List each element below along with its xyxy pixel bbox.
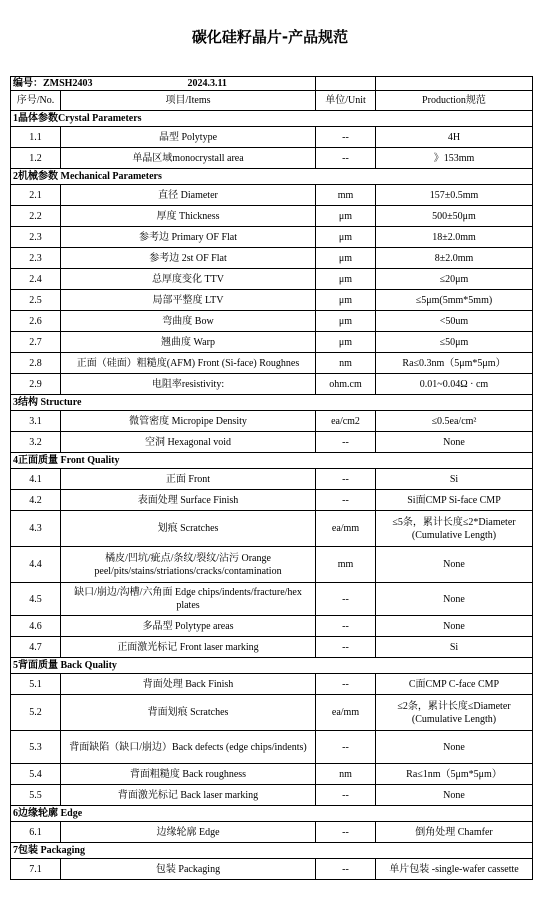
meta-cell (11, 77, 316, 91)
table-row (11, 695, 533, 731)
cell-no: 4.3 (11, 511, 61, 547)
cell-unit: -- (316, 490, 376, 511)
cell-unit: mm (316, 185, 376, 206)
cell-spec: 》153mm (376, 148, 533, 169)
table-row (11, 822, 533, 843)
table-row (11, 248, 533, 269)
table-row (11, 859, 533, 880)
cell-item: 直径 Diameter (61, 185, 316, 206)
cell-spec: ≤5条，累计长度≤2*Diameter (Cumulative Length) (376, 511, 533, 547)
cell-no: 3.1 (11, 411, 61, 432)
table-row (11, 469, 533, 490)
cell-item: 弯曲度 Bow (61, 311, 316, 332)
cell-no: 4.4 (11, 547, 61, 583)
cell-spec: None (376, 616, 533, 637)
cell-item: 正面激光标记 Front laser marking (61, 637, 316, 658)
cell-unit: ea/cm2 (316, 411, 376, 432)
table-row (11, 432, 533, 453)
cell-item: 翘曲度 Warp (61, 332, 316, 353)
cell-spec: Si面CMP Si-face CMP (376, 490, 533, 511)
cell-unit: mm (316, 547, 376, 583)
cell-no: 2.6 (11, 311, 61, 332)
section-title: 3结构 Structure (11, 395, 533, 411)
cell-unit: -- (316, 674, 376, 695)
spec-table (10, 76, 533, 880)
cell-unit: -- (316, 127, 376, 148)
cell-item: 表面处理 Surface Finish (61, 490, 316, 511)
cell-spec: None (376, 432, 533, 453)
cell-spec: 18±2.0mm (376, 227, 533, 248)
table-row (11, 185, 533, 206)
cell-spec: ≤2条，累计长度≤Diameter (Cumulative Length) (376, 695, 533, 731)
cell-unit: -- (316, 637, 376, 658)
cell-unit: μm (316, 311, 376, 332)
cell-item: 电阻率resistivity: (61, 374, 316, 395)
cell-item: 参考边 Primary OF Flat (61, 227, 316, 248)
cell-no: 7.1 (11, 859, 61, 880)
cell-no: 5.2 (11, 695, 61, 731)
cell-item: 背面缺陷（缺口/崩边）Back defects (edge chips/indents) (61, 731, 316, 764)
cell-item: 厚度 Thickness (61, 206, 316, 227)
section-title: 4正面质量 Front Quality (11, 453, 533, 469)
cell-spec: Si (376, 637, 533, 658)
cell-spec: 500±50μm (376, 206, 533, 227)
cell-spec: ≤5μm(5mm*5mm) (376, 290, 533, 311)
cell-spec: None (376, 547, 533, 583)
meta-empty-cell (376, 77, 533, 91)
cell-unit: ohm.cm (316, 374, 376, 395)
cell-no: 4.5 (11, 583, 61, 616)
table-row (11, 148, 533, 169)
table-row (11, 290, 533, 311)
cell-unit: -- (316, 469, 376, 490)
table-row (11, 127, 533, 148)
cell-unit: -- (316, 785, 376, 806)
cell-unit: -- (316, 148, 376, 169)
table-row (11, 411, 533, 432)
cell-no: 2.3 (11, 248, 61, 269)
cell-unit: -- (316, 731, 376, 764)
cell-no: 2.7 (11, 332, 61, 353)
table-row (11, 490, 533, 511)
section-row (11, 169, 533, 185)
table-row (11, 227, 533, 248)
cell-spec: Ra≤1nm（5μm*5μm） (376, 764, 533, 785)
section-title: 6边缘轮廓 Edge (11, 806, 533, 822)
section-title: 2机械参数 Mechanical Parameters (11, 169, 533, 185)
cell-no: 5.1 (11, 674, 61, 695)
section-title: 1晶体参数Crystal Parameters (11, 111, 533, 127)
cell-no: 4.6 (11, 616, 61, 637)
cell-spec: ≤50μm (376, 332, 533, 353)
cell-no: 3.2 (11, 432, 61, 453)
cell-unit: ea/mm (316, 511, 376, 547)
table-row (11, 785, 533, 806)
cell-item: 微管密度 Micropipe Density (61, 411, 316, 432)
meta-row (11, 77, 533, 91)
cell-unit: -- (316, 822, 376, 843)
cell-spec: 单片包装 -single-wafer cassette (376, 859, 533, 880)
cell-no: 4.2 (11, 490, 61, 511)
table-row (11, 731, 533, 764)
cell-no: 1.2 (11, 148, 61, 169)
header-unit: 单位/Unit (316, 91, 376, 111)
cell-no: 5.5 (11, 785, 61, 806)
section-row (11, 395, 533, 411)
cell-item: 缺口/崩边/沟槽/六角面 Edge chips/indents/fracture/hex plates (61, 583, 316, 616)
cell-spec: 0.01~0.04Ω · cm (376, 374, 533, 395)
cell-spec: None (376, 583, 533, 616)
cell-unit: ea/mm (316, 695, 376, 731)
cell-unit: -- (316, 859, 376, 880)
cell-no: 2.2 (11, 206, 61, 227)
cell-no: 4.1 (11, 469, 61, 490)
table-row (11, 637, 533, 658)
table-row (11, 353, 533, 374)
cell-item: 划痕 Scratches (61, 511, 316, 547)
cell-item: 正面 Front (61, 469, 316, 490)
cell-no: 5.3 (11, 731, 61, 764)
cell-unit: -- (316, 616, 376, 637)
cell-spec: C面CMP C-face CMP (376, 674, 533, 695)
cell-item: 总厚度变化 TTV (61, 269, 316, 290)
cell-item: 空洞 Hexagonal void (61, 432, 316, 453)
cell-no: 2.4 (11, 269, 61, 290)
cell-item: 边缘轮廓 Edge (61, 822, 316, 843)
cell-spec: 157±0.5mm (376, 185, 533, 206)
section-title: 5背面质量 Back Quality (11, 658, 533, 674)
cell-no: 2.8 (11, 353, 61, 374)
header-spec: Production规范 (376, 91, 533, 111)
cell-item: 背面激光标记 Back laser marking (61, 785, 316, 806)
cell-item: 参考边 2st OF Flat (61, 248, 316, 269)
cell-unit: -- (316, 583, 376, 616)
cell-no: 1.1 (11, 127, 61, 148)
cell-item: 单晶区域monocrystall area (61, 148, 316, 169)
section-title: 7包装 Packaging (11, 843, 533, 859)
doc-code: 编号：ZMSH2403 (13, 78, 93, 89)
table-row (11, 583, 533, 616)
cell-item: 橘皮/凹坑/疵点/条纹/裂纹/沾污 Orange peel/pits/stains/striations/cracks/contamination (61, 547, 316, 583)
cell-item: 正面（硅面）粗糙度(AFM) Front (Si-face) Roughnes (61, 353, 316, 374)
cell-item: 晶型 Polytype (61, 127, 316, 148)
cell-item: 背面粗糙度 Back roughness (61, 764, 316, 785)
page-title: 碳化硅籽晶片-产品规范 (191, 28, 349, 46)
cell-item: 局部平整度 LTV (61, 290, 316, 311)
cell-no: 2.1 (11, 185, 61, 206)
table-row (11, 764, 533, 785)
cell-spec: 8±2.0mm (376, 248, 533, 269)
cell-spec: 4H (376, 127, 533, 148)
section-row (11, 806, 533, 822)
cell-item: 包装 Packaging (61, 859, 316, 880)
cell-no: 2.5 (11, 290, 61, 311)
cell-spec: ≤0.5ea/cm² (376, 411, 533, 432)
cell-item: 背面处理 Back Finish (61, 674, 316, 695)
table-row (11, 311, 533, 332)
cell-spec: None (376, 731, 533, 764)
cell-unit: nm (316, 764, 376, 785)
header-row (11, 91, 533, 111)
cell-unit: μm (316, 332, 376, 353)
cell-spec: Ra≤0.3nm（5μm*5μm） (376, 353, 533, 374)
cell-unit: μm (316, 290, 376, 311)
table-row (11, 547, 533, 583)
cell-unit: μm (316, 206, 376, 227)
cell-spec: ≤20μm (376, 269, 533, 290)
cell-unit: μm (316, 227, 376, 248)
table-row (11, 269, 533, 290)
table-row (11, 206, 533, 227)
cell-unit: -- (316, 432, 376, 453)
section-row (11, 111, 533, 127)
cell-spec: None (376, 785, 533, 806)
cell-no: 5.4 (11, 764, 61, 785)
section-row (11, 658, 533, 674)
cell-item: 多晶型 Polytype areas (61, 616, 316, 637)
table-row (11, 332, 533, 353)
cell-no: 2.3 (11, 227, 61, 248)
table-row (11, 374, 533, 395)
cell-no: 6.1 (11, 822, 61, 843)
doc-date: 2024.3.11 (187, 78, 227, 89)
cell-unit: nm (316, 353, 376, 374)
header-no: 序号/No. (11, 91, 61, 111)
cell-spec: Si (376, 469, 533, 490)
table-row (11, 511, 533, 547)
cell-item: 背面划痕 Scratches (61, 695, 316, 731)
cell-unit: μm (316, 269, 376, 290)
section-row (11, 453, 533, 469)
cell-no: 4.7 (11, 637, 61, 658)
section-row (11, 843, 533, 859)
header-item: 项目/Items (61, 91, 316, 111)
cell-spec: <50um (376, 311, 533, 332)
cell-spec: 倒角处理 Chamfer (376, 822, 533, 843)
table-row (11, 616, 533, 637)
table-row (11, 674, 533, 695)
meta-empty-cell (316, 77, 376, 91)
cell-no: 2.9 (11, 374, 61, 395)
cell-unit: μm (316, 248, 376, 269)
